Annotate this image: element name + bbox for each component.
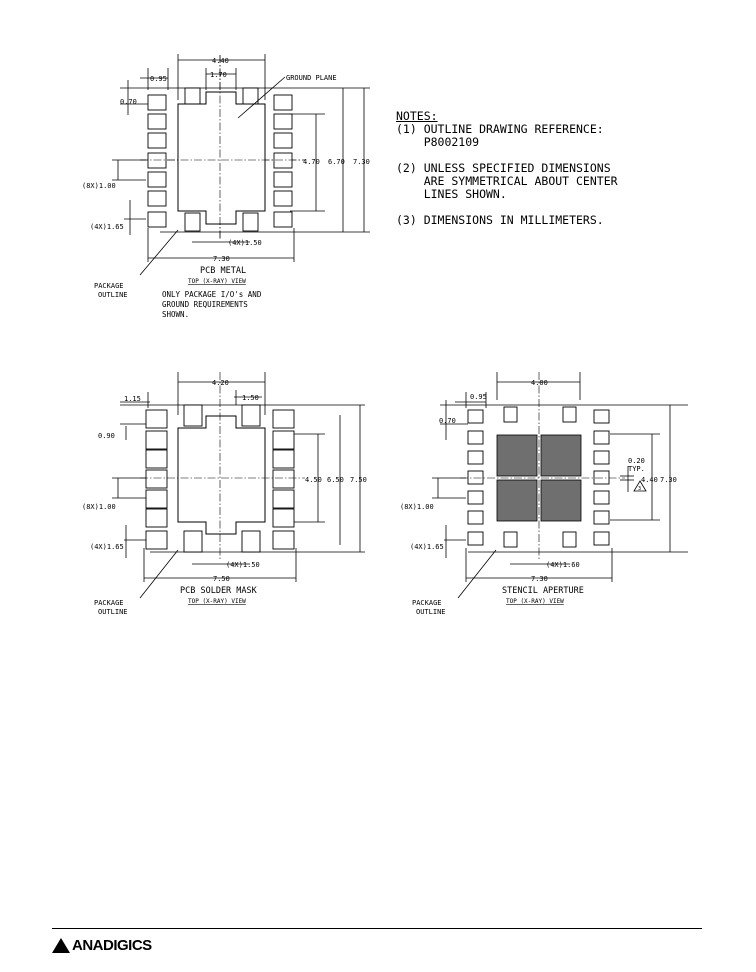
package-outline-label-2: OUTLINE <box>98 291 128 299</box>
ground-plane-label: GROUND PLANE <box>286 74 337 82</box>
aperture-bottom-right <box>541 480 581 521</box>
dim-corner: (4X)1.65 <box>410 543 444 551</box>
dim-overall-w: 7.30 <box>531 575 548 583</box>
aperture-bottom-left <box>497 480 537 521</box>
dim-overall-w: 7.30 <box>213 255 230 263</box>
dim-inner-h: 4.50 <box>305 476 322 484</box>
dim-inner-h: 4.70 <box>303 158 320 166</box>
dim-bottom-pitch: (4X)1.50 <box>226 561 260 569</box>
dim-left-offset: 0.95 <box>150 75 167 83</box>
view-note-2: GROUND REQUIREMENTS <box>162 300 248 309</box>
dim-gap-typ: TYP. <box>628 465 645 473</box>
view-title: PCB METAL <box>200 266 247 276</box>
dim-overall-h: 7.30 <box>660 476 677 484</box>
dim-pad-h: 0.70 <box>120 98 137 106</box>
dim-gap: 0.20 <box>628 457 645 465</box>
view-note-1: ONLY PACKAGE I/O's AND <box>162 290 262 299</box>
dim-top-width: 4.00 <box>531 379 548 387</box>
aperture-top-left <box>497 435 537 476</box>
dim-pitch: (8X)1.00 <box>82 503 116 511</box>
view-subtitle: TOP (X-RAY) VIEW <box>506 598 564 605</box>
dim-corner: (4X)1.65 <box>90 543 124 551</box>
aperture-top-right <box>541 435 581 476</box>
note-3: (3) DIMENSIONS IN MILLIMETERS. <box>396 213 604 227</box>
dim-top-width: 4.20 <box>212 379 229 387</box>
package-outline-label-1: PACKAGE <box>94 599 124 607</box>
note-1: (1) OUTLINE DRAWING REFERENCE: P8002109 <box>396 122 604 149</box>
dim-overall-w: 7.50 <box>213 575 230 583</box>
dim-left-offset: 0.95 <box>470 393 487 401</box>
view-subtitle: TOP (X-RAY) VIEW <box>188 278 246 285</box>
anadigics-logo <box>52 936 152 954</box>
package-outline-label-2: OUTLINE <box>98 608 128 616</box>
dim-bottom-pitch: (4X)1.60 <box>546 561 580 569</box>
dim-overall-h: 7.30 <box>353 158 370 166</box>
view-title: STENCIL APERTURE <box>502 586 584 596</box>
notes-heading: NOTES: <box>396 109 438 123</box>
package-outline-label-1: PACKAGE <box>94 282 124 290</box>
dim-left-offset: 1.15 <box>124 395 141 403</box>
dim-pad-h: 0.90 <box>98 432 115 440</box>
dim-pitch: (8X)1.00 <box>82 182 116 190</box>
logo-triangle-icon <box>52 938 70 953</box>
dim-pitch: (8X)1.00 <box>400 503 434 511</box>
view-title: PCB SOLDER MASK <box>180 586 257 596</box>
dim-mid-h: 6.50 <box>327 476 344 484</box>
package-outline-label-1: PACKAGE <box>412 599 442 607</box>
dim-pad-h: 0.70 <box>439 417 456 425</box>
note-ref: 3 <box>638 486 642 492</box>
dim-top-width: 4.40 <box>212 57 229 65</box>
view-subtitle: TOP (X-RAY) VIEW <box>188 598 246 605</box>
dim-overall-h: 7.50 <box>350 476 367 484</box>
view-note-3: SHOWN. <box>162 310 190 319</box>
logo-text: ANADIGICS <box>72 936 152 954</box>
note-2: (2) UNLESS SPECIFIED DIMENSIONS ARE SYMMETRICAL ABOUT CENTER LINES SHOWN. <box>396 161 618 201</box>
footer-rule <box>52 928 702 929</box>
dim-corner: (4X)1.65 <box>90 223 124 231</box>
dim-bottom-pitch: (4X)1.50 <box>228 239 262 247</box>
package-outline-label-2: OUTLINE <box>416 608 446 616</box>
dim-inner-h: 4.40 <box>641 476 658 484</box>
dim-top-inner: 1.50 <box>242 394 259 402</box>
dim-mid-h: 6.70 <box>328 158 345 166</box>
dim-top-inner: 1.70 <box>210 71 227 79</box>
